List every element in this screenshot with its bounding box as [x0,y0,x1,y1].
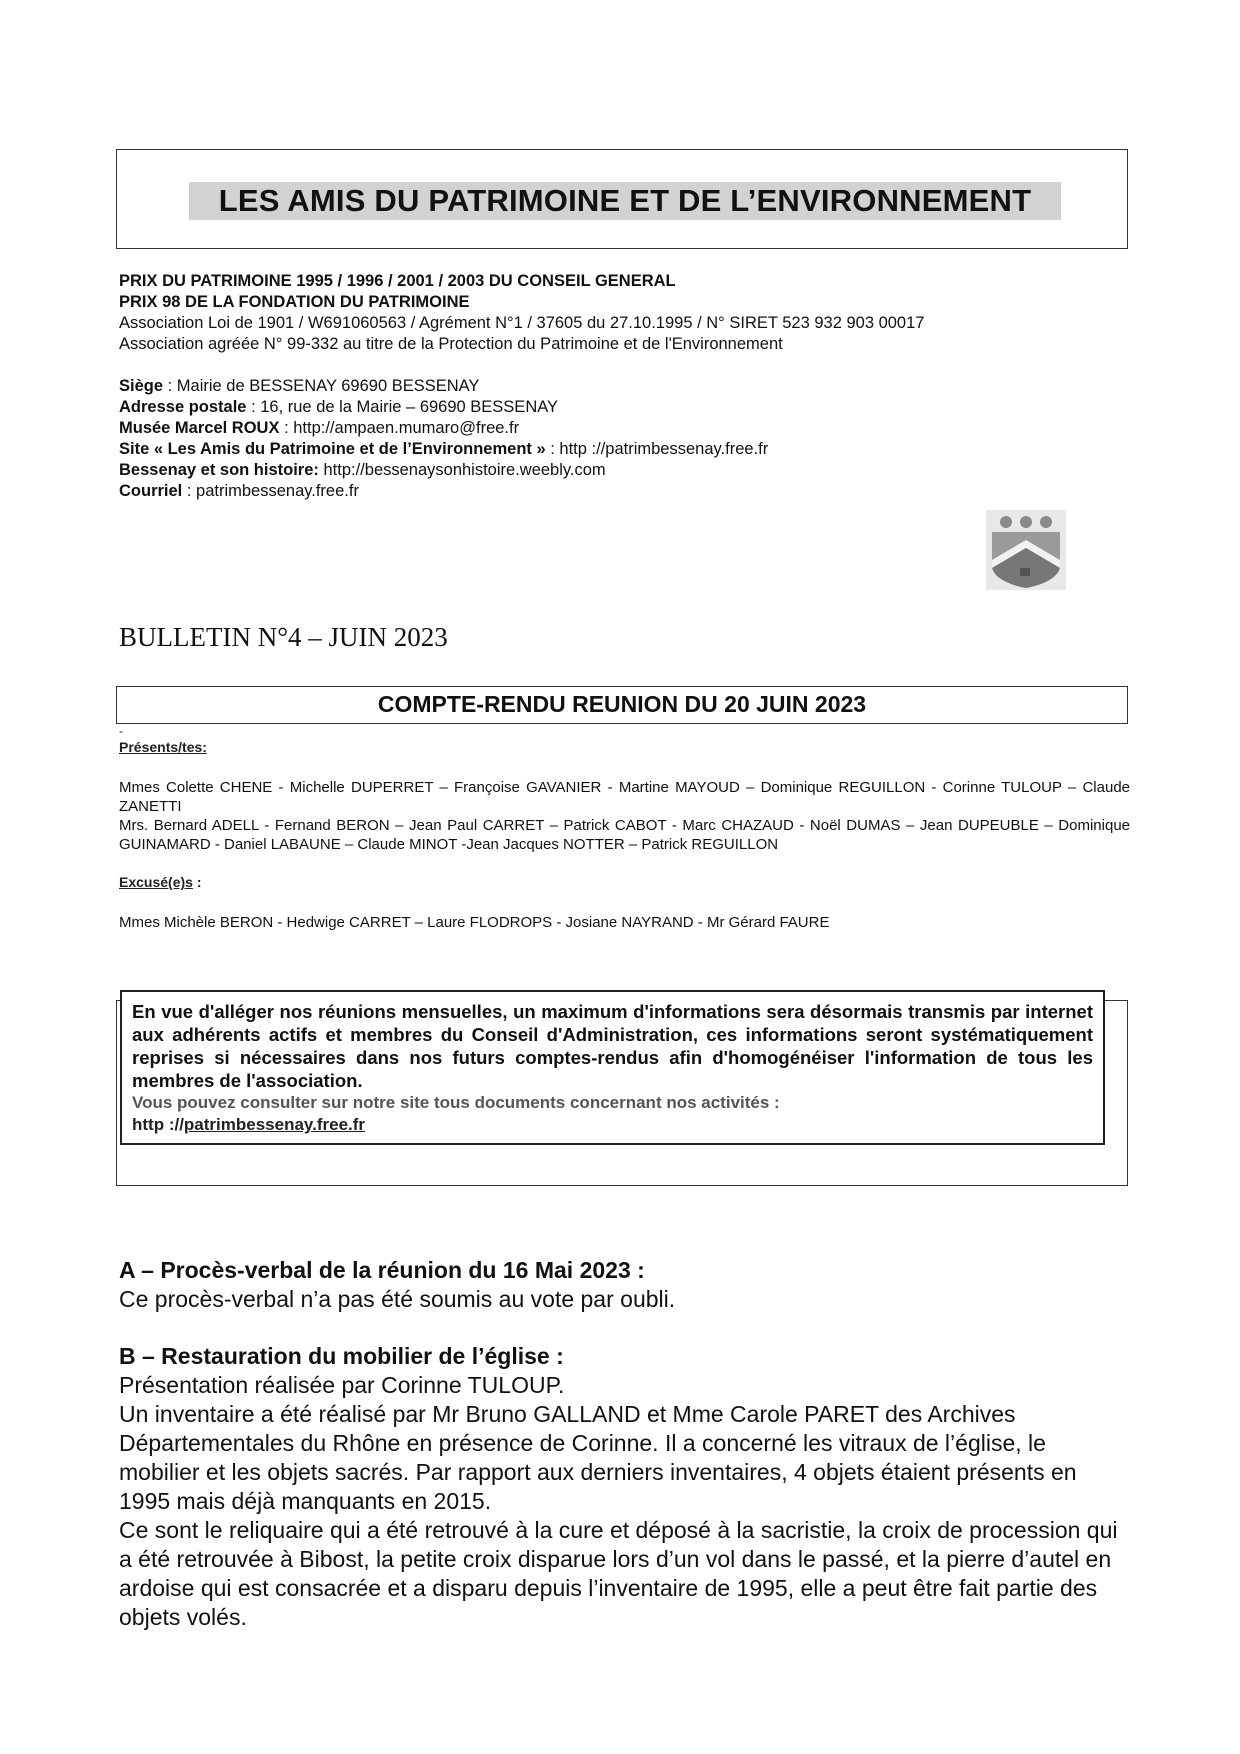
section-a-title: A – Procès-verbal de la réunion du 16 Mai 2023 : [119,1257,645,1283]
histoire-label: Bessenay et son histoire: [119,461,319,479]
musee-value: : http://ampaen.mumaro@free.fr [279,419,520,437]
association-line-2: Association agréée N° 99-332 au titre de la Protection du Patrimoine et de l'Environnement [119,335,783,353]
notice-consult: Vous pouvez consulter sur notre site tous documents concernant nos activités : [132,1093,780,1112]
notice-link-line [132,1114,1093,1136]
courriel-label: Courriel [119,482,183,500]
bulletin-heading: BULLETIN N°4 – JUIN 2023 [119,622,448,652]
prize-line-1: PRIX DU PATRIMOINE 1995 / 1996 / 2001 / 2003 DU CONSEIL GENERAL [119,272,676,290]
musee-line [119,418,519,439]
excuses-names: Mmes Michèle BERON - Hedwige CARRET – Laure FLODROPS - Josiane NAYRAND - Mr Gérard FAURE [119,914,830,931]
notice-box [120,990,1105,1145]
notice-link-prefix: http :// [132,1115,184,1134]
adresse-value: : 16, rue de la Mairie – 69690 BESSENAY [246,398,559,416]
section-b-p3: Ce sont le reliquaire qui a été retrouvé à la cure et déposé à la sacristie, la croix de procession qui a été retrouvée à Bibost, la petite croix disparue lors d’un vol dans le passé, et la pierre d’autel en ardoise qui est consacrée et a disparu depuis l’inventaire de 1995, elle a peut être fait partie des objets volés. [119,1517,1118,1630]
musee-label: Musée Marcel ROUX [119,419,280,437]
site-line [119,439,768,460]
compte-rendu-box [116,686,1128,724]
title-box [116,149,1128,249]
section-a-text: Ce procès-verbal n’a pas été soumis au vote par oubli. [119,1286,676,1312]
site-label: Site « Les Amis du Patrimoine et de l’Environnement » [119,440,546,458]
courriel-value: : patrimbessenay.free.fr [182,482,359,500]
siege-line [119,376,479,397]
excuses-colon: : [192,874,202,890]
section-b-title: B – Restauration du mobilier de l’église : [119,1343,564,1369]
excuses-label: Excusé(e)s [119,874,193,890]
section-b-p1: Présentation réalisée par Corinne TULOUP. [119,1372,565,1398]
presents-label: Présents/tes: [119,739,207,755]
presents-heading [119,738,207,757]
notice-link[interactable]: patrimbessenay.free.fr [183,1115,366,1134]
presents-mrs: Mrs. Bernard ADELL - Fernand BERON – Jean Paul CARRET – Patrick CABOT - Marc CHAZAUD - Noël DUMAS – Jean DUPEUBLE – Dominique GUINAMARD - Daniel LABAUNE – Claude MINOT -Jean Jacques NOTTER – Patrick REGUILLON [119,817,1130,853]
notice-text: En vue d'alléger nos réunions mensuelles, un maximum d'informations sera désormais transmis par internet aux adhérents actifs et membres du Conseil d'Administration, ces informations seront systématiquement reprises si nécessaires dans nos futurs comptes-rendus afin d'homogénéiser l'information de tous les membres de l'association. [132,1001,1093,1091]
excuses-heading [119,873,202,892]
dash: - [119,724,123,738]
section-b-p2: Un inventaire a été réalisé par Mr Bruno GALLAND et Mme Carole PARET des Archives Départementales du Rhône en présence de Corinne. Il a concerné les vitraux de l’église, le mobilier et les objets sacrés. Par rapport aux derniers inventaires, 4 objets étaient présents en 1995 mais déjà manquants en 2015. [119,1401,1077,1514]
histoire-value: http://bessenaysonhistoire.weebly.com [318,461,606,479]
siege-value: : Mairie de BESSENAY 69690 BESSENAY [163,377,480,395]
coat-of-arms-icon [986,510,1066,590]
association-title: LES AMIS DU PATRIMOINE ET DE L’ENVIRONNEMENT [189,182,1061,220]
adresse-label: Adresse postale [119,398,247,416]
presents-mmes: Mmes Colette CHENE - Michelle DUPERRET – Françoise GAVANIER - Martine MAYOUD – Dominique REGUILLON - Corinne TULOUP – Claude ZANETTI [119,779,1130,815]
courriel-line [119,481,359,502]
siege-label: Siège [119,377,164,395]
site-value: : http ://patrimbessenay.free.fr [545,440,769,458]
association-line-1: Association Loi de 1901 / W691060563 / Agrément N°1 / 37605 du 27.10.1995 / N° SIRET 523 932 903 00017 [119,314,925,332]
histoire-line [119,460,606,481]
prize-line-2: PRIX 98 DE LA FONDATION DU PATRIMOINE [119,293,470,311]
adresse-line [119,397,558,418]
compte-rendu-title: COMPTE-RENDU REUNION DU 20 JUIN 2023 [377,691,867,717]
